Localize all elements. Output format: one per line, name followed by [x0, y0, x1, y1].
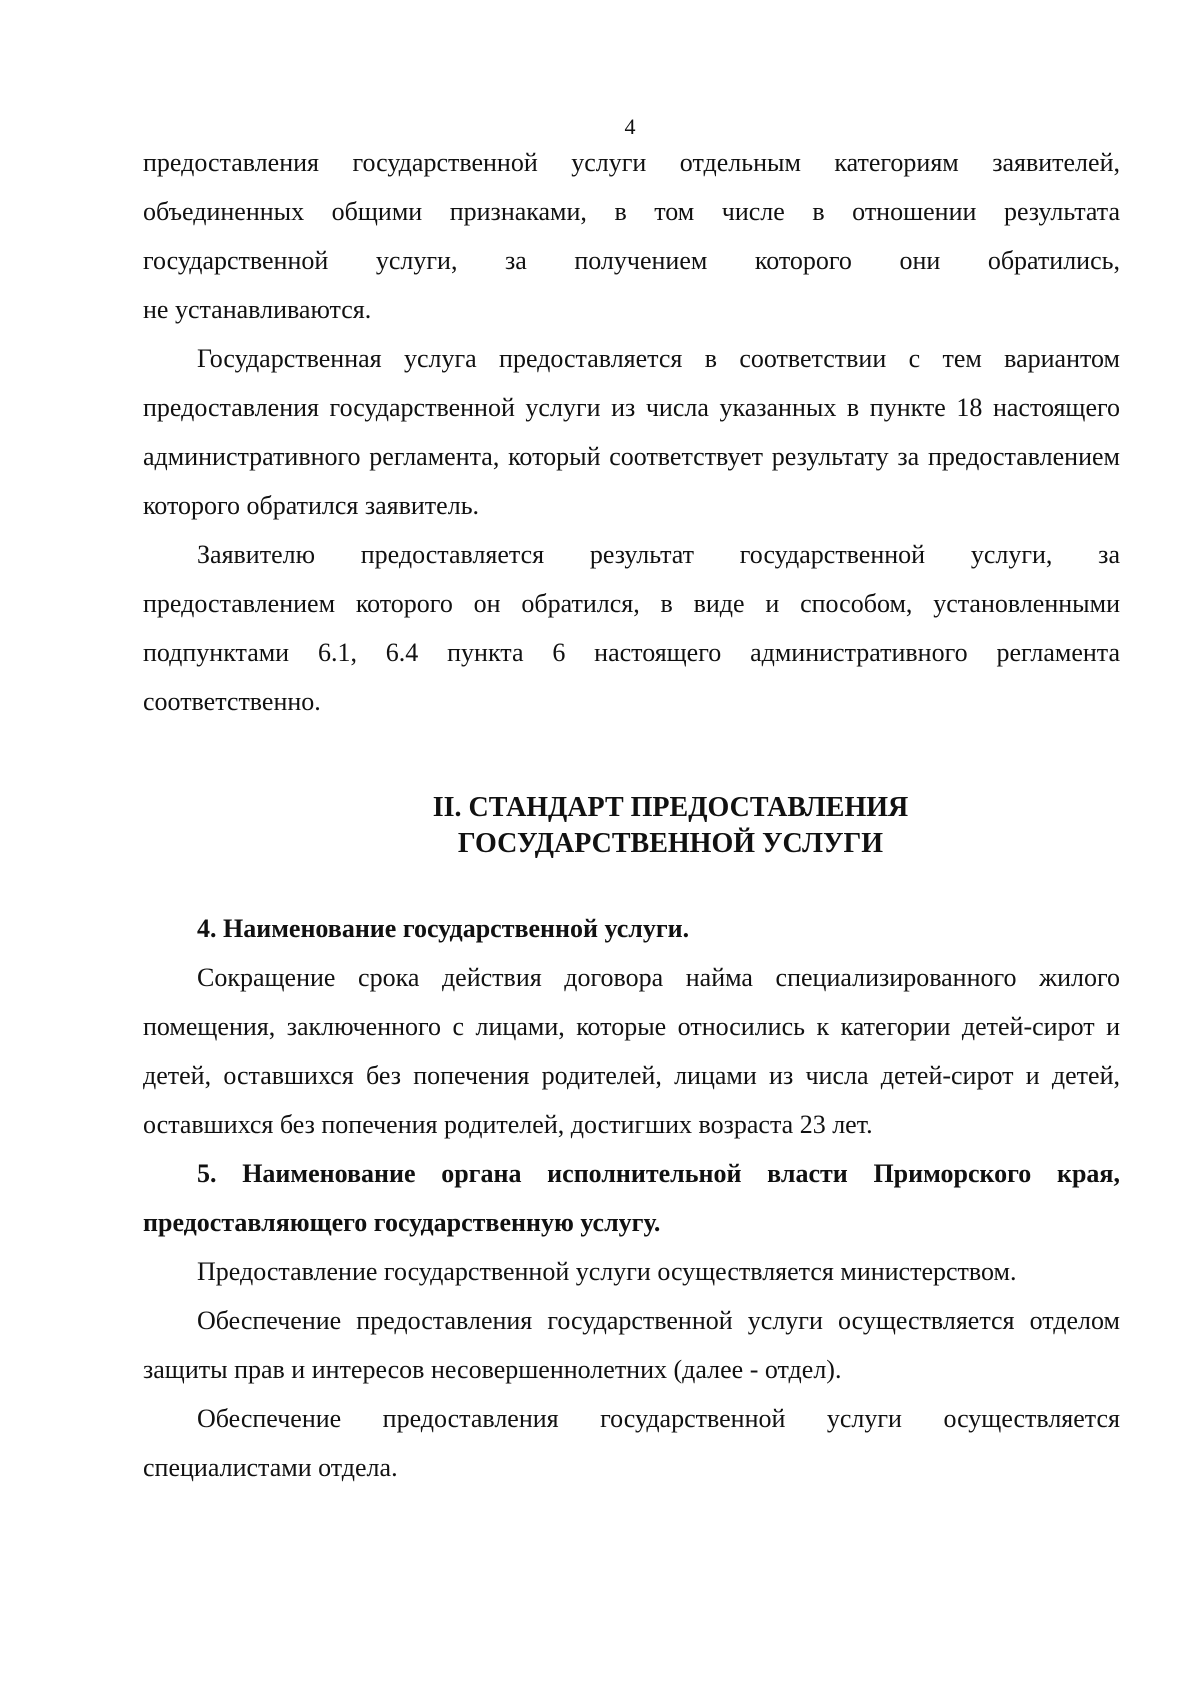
paragraph-specialists: Обеспечение предоставления государственной услуги осуществляется специалистами отдела.: [143, 1404, 1120, 1482]
paragraph-applicant-categories: предоставления государственной услуги отдельным категориям заявителей, объединенных общими признаками, в том числе в отношении результата государственной услуги, за получением которого они обратились,: [143, 148, 1120, 275]
paragraph-department: Обеспечение предоставления государственной услуги осуществляется отделом защиты прав и интересов несовершеннолетних (далее - отдел).: [143, 1306, 1120, 1384]
paragraph-service-result: Заявителю предоставляется результат государственной услуги, за предоставлением которого он обратился, в виде и способом, установленными подпунктами 6.1, 6.4 пункта 6 настоящего административного регламента соответственно.: [143, 540, 1120, 716]
document-body: [143, 138, 1120, 1492]
page-number: 4: [624, 114, 636, 139]
section-title: [143, 790, 1120, 862]
paragraph-ministry: Предоставление государственной услуги осуществляется министерством.: [197, 1257, 1017, 1286]
section-title-line-2: ГОСУДАРСТВЕННОЙ УСЛУГИ: [457, 828, 884, 859]
paragraph-service-variant: Государственная услуга предоставляется в соответствии с тем вариантом предоставления государственной услуги из числа указанных в пункте 18 настоящего административного регламента, который соответствует результату за предоставлением которого обратился заявитель.: [143, 344, 1120, 520]
paragraph-service-name: Сокращение срока действия договора найма специализированного жилого помещения, заключенного с лицами, которые относились к категории детей-сирот и детей, оставшихся без попечения родителей, лицами из числа детей-сирот и детей, оставшихся без попечения родителей, достигших возраста 23 лет.: [143, 963, 1120, 1139]
heading-service-name: 4. Наименование государственной услуги.: [197, 914, 690, 943]
heading-executive-authority: 5. Наименование органа исполнительной власти Приморского края, предоставляющего государственную услугу.: [143, 1159, 1120, 1237]
paragraph-applicant-categories-end: не устанавливаются.: [143, 295, 372, 324]
section-title-line-1: II. СТАНДАРТ ПРЕДОСТАВЛЕНИЯ: [432, 792, 909, 823]
